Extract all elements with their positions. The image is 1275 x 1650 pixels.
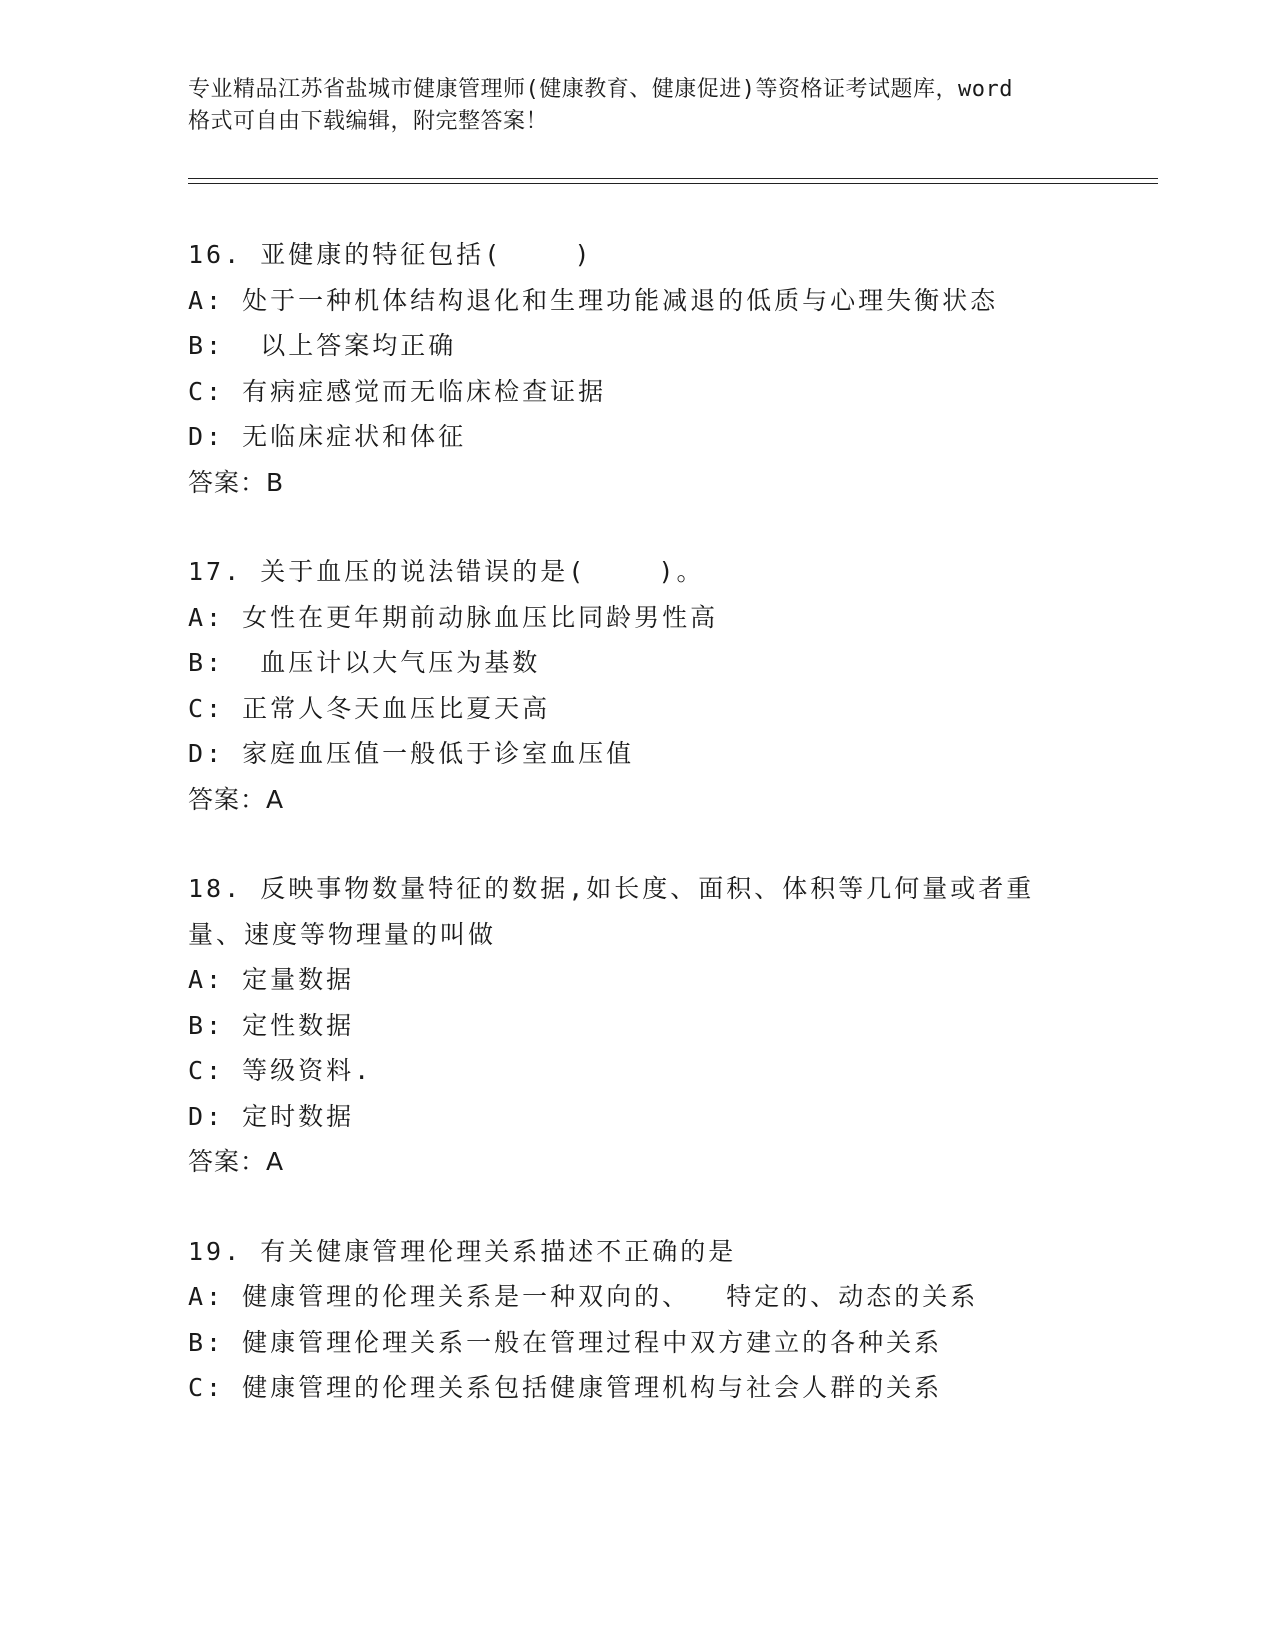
question-stem: 18. 反映事物数量特征的数据,如长度、面积、体积等几何量或者重量、速度等物理量的叫做 — [188, 874, 1035, 949]
option-b: B: 血压计以大气压为基数 — [188, 648, 541, 677]
question-18 — [188, 866, 1148, 1185]
header-divider-bottom — [188, 183, 1158, 184]
question-16 — [188, 232, 1148, 505]
header-line-1: 专业精品江苏省盐城市健康管理师(健康教育、健康促进)等资格证考试题库，word — [188, 77, 1013, 102]
question-19 — [188, 1229, 1148, 1411]
question-stem: 19. 有关健康管理伦理关系描述不正确的是 — [188, 1236, 737, 1266]
option-d: D: 定时数据 — [188, 1101, 355, 1131]
option-c: C: 等级资料. — [188, 1056, 373, 1085]
option-b: B: 定性数据 — [188, 1010, 355, 1040]
option-c: C: 有病症感觉而无临床检查证据 — [188, 376, 607, 406]
answer-line: 答案：B — [188, 467, 285, 497]
question-17 — [188, 549, 1148, 822]
option-c: C: 正常人冬天血压比夏天高 — [188, 693, 551, 723]
option-d: D: 家庭血压值一般低于诊室血压值 — [188, 739, 635, 768]
question-stem: 17. 关于血压的说法错误的是( )。 — [188, 557, 705, 586]
option-b: B: 以上答案均正确 — [188, 331, 457, 360]
option-a: A: 处于一种机体结构退化和生理功能减退的低质与心理失衡状态 — [188, 285, 999, 315]
answer-line: 答案：A — [188, 784, 285, 814]
question-stem: 16. 亚健康的特征包括( ) — [188, 240, 593, 269]
option-a: A: 健康管理的伦理关系是一种双向的、 特定的、动态的关系 — [188, 1282, 979, 1311]
option-a: A: 定量数据 — [188, 965, 355, 994]
option-c: C: 健康管理的伦理关系包括健康管理机构与社会人群的关系 — [188, 1373, 943, 1402]
answer-line: 答案：A — [188, 1147, 285, 1176]
document-header — [188, 74, 1088, 138]
header-line-2: 格式可自由下载编辑，附完整答案！ — [188, 109, 549, 134]
option-b: B: 健康管理伦理关系一般在管理过程中双方建立的各种关系 — [188, 1327, 943, 1357]
option-d: D: 无临床症状和体征 — [188, 422, 467, 451]
question-list — [188, 232, 1148, 1455]
option-a: A: 女性在更年期前动脉血压比同龄男性高 — [188, 602, 719, 632]
header-divider-top — [188, 178, 1158, 179]
